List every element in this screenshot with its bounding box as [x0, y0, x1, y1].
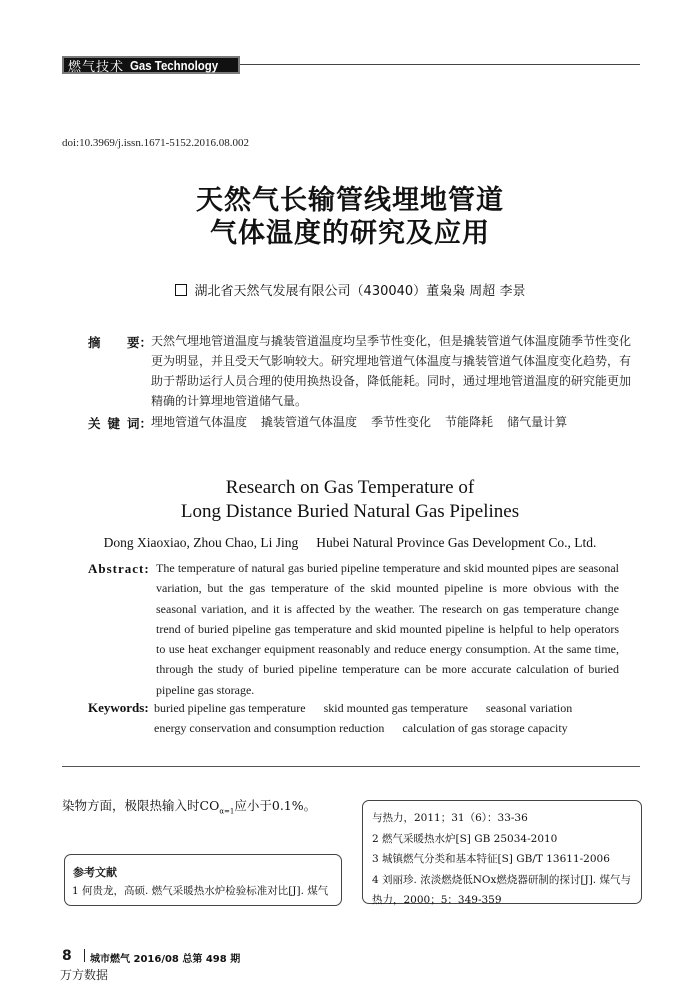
keywords-en-list — [154, 698, 634, 739]
keywords-en-label: Keywords: — [88, 700, 149, 715]
abstract-en-line: variation, but the gas temperature of the skid mounted pipeline is more obvious with the — [156, 581, 619, 596]
title-en-line1: Research on Gas Temperature of — [225, 477, 475, 498]
keywords-cn-label-part: 关 — [88, 416, 101, 431]
header-rule — [240, 64, 640, 65]
keywords-cn-label — [88, 414, 152, 432]
abstract-en-line: seasonal variation, and it is affected by the weather. The research on gas temperature change — [156, 601, 619, 616]
keyword-en: seasonal variation — [485, 701, 573, 715]
keyword-cn: 撬装管道气体温度 — [261, 415, 358, 429]
keywords-cn-label-part: 键 — [107, 416, 120, 431]
reference-entry: 热力，2000；5：349-359 — [372, 894, 502, 906]
title-cn-line1: 天然气长输管线埋地管道 — [196, 185, 504, 216]
abstract-en-line: pipeline gas storage. — [156, 682, 255, 697]
title-en-line2: Long Distance Buried Natural Gas Pipelines — [180, 501, 520, 522]
abstract-cn-text: 天然气埋地管道温度与撬装管道温度均呈季节性变化，但是撬装管道气体温度随季节性变化更为明显，并且受天气影响较大。研究埋地管道气体温度与撬装管道气体温度变化趋势，有助于帮助运行人员合理的使用换热设备，降低能耗。同时，通过埋地管道温度的研究能更加精确的计算埋地管道储气量。 — [151, 334, 632, 408]
keyword-en: buried pipeline gas temperature — [154, 701, 306, 715]
keywords-cn-label-part: 词： — [126, 416, 152, 431]
keywords-en-row — [154, 718, 634, 738]
abstract-cn-label-part: 要： — [126, 335, 152, 350]
body-text-part: 染物方面，极限热输入时CO — [62, 798, 220, 813]
footer-separator — [84, 949, 85, 962]
body-text-part: 应小于0.1%。 — [234, 798, 317, 813]
abstract-cn-label — [88, 333, 152, 351]
keyword-cn: 储气量计算 — [507, 415, 568, 429]
references-title: 参考文献 — [73, 866, 117, 879]
body-text — [62, 796, 316, 816]
abstract-en-line: trend of buried pipeline gas temperature and skid mounted pipeline is helpful to help operators — [156, 621, 619, 636]
reference-entry: 2 燃气采暖热水炉[S] GB 25034-2010 — [372, 832, 558, 845]
keyword-cn: 季节性变化 — [371, 415, 432, 429]
abstract-en-line: to use heat exchanger equipment reasonably and reduce energy consumption. At the same time, — [156, 642, 619, 657]
keyword-en: calculation of gas storage capacity — [402, 721, 568, 736]
references-right-list — [372, 808, 631, 911]
abstract-en-line: The temperature of natural gas buried pipeline temperature and skid mounted pipes are seasonal — [156, 561, 619, 575]
section-name-en: Gas Technology — [130, 57, 219, 73]
authors-cn-text: 湖北省天然气发展有限公司（430040）董枭枭 周超 李景 — [194, 284, 526, 299]
abstract-en-line: through the study of buried pipeline temperature can be more accurate calculation of buried — [156, 662, 619, 677]
keyword-cn: 埋地管道气体温度 — [151, 415, 248, 429]
reference-entry: 1 何贵龙，高硕. 燃气采暖热水炉检验标准对比[J]. 煤气 — [72, 885, 329, 897]
title-cn-line2: 气体温度的研究及应用 — [210, 218, 490, 249]
authors-en — [0, 535, 700, 551]
body-text-subscript: α=1 — [219, 807, 235, 816]
authors-en-names: Dong Xiaoxiao, Zhou Chao, Li Jing — [103, 535, 299, 550]
keywords-cn-list — [151, 412, 631, 432]
authors-cn — [0, 280, 700, 299]
reference-entry: 与热力，2011；31（6）：33-36 — [372, 812, 528, 824]
section-name-cn: 燃气技术 — [68, 59, 125, 75]
journal-issue: 城市燃气 2016/08 总第 498 期 — [90, 954, 241, 965]
abstract-cn-label-part: 摘 — [88, 335, 101, 350]
keywords-en-row — [154, 698, 634, 718]
doi-identifier[interactable]: doi:10.3969/j.issn.1671-5152.2016.08.002 — [62, 137, 250, 149]
references-box-left — [64, 854, 342, 906]
page-number: 8 — [62, 948, 72, 964]
square-bullet-icon — [175, 284, 187, 296]
keyword-en: energy conservation and consumption reduction — [154, 721, 385, 736]
authors-en-affiliation: Hubei Natural Province Gas Development Co., Ltd. — [316, 535, 597, 550]
keyword-cn: 节能降耗 — [445, 415, 494, 429]
section-divider — [62, 766, 640, 767]
reference-entry: 4 刘丽珍. 浓淡燃烧低NOx燃烧器研制的探讨[J]. 煤气与 — [372, 873, 631, 886]
abstract-en-label: Abstract: — [88, 561, 150, 576]
reference-entry: 3 城镇燃气分类和基本特征[S] GB/T 13611-2006 — [372, 853, 610, 865]
section-header-badge — [62, 56, 240, 74]
keyword-en: skid mounted gas temperature — [323, 701, 468, 715]
abstract-en-text — [156, 558, 619, 700]
watermark: 万方数据 — [60, 968, 109, 982]
